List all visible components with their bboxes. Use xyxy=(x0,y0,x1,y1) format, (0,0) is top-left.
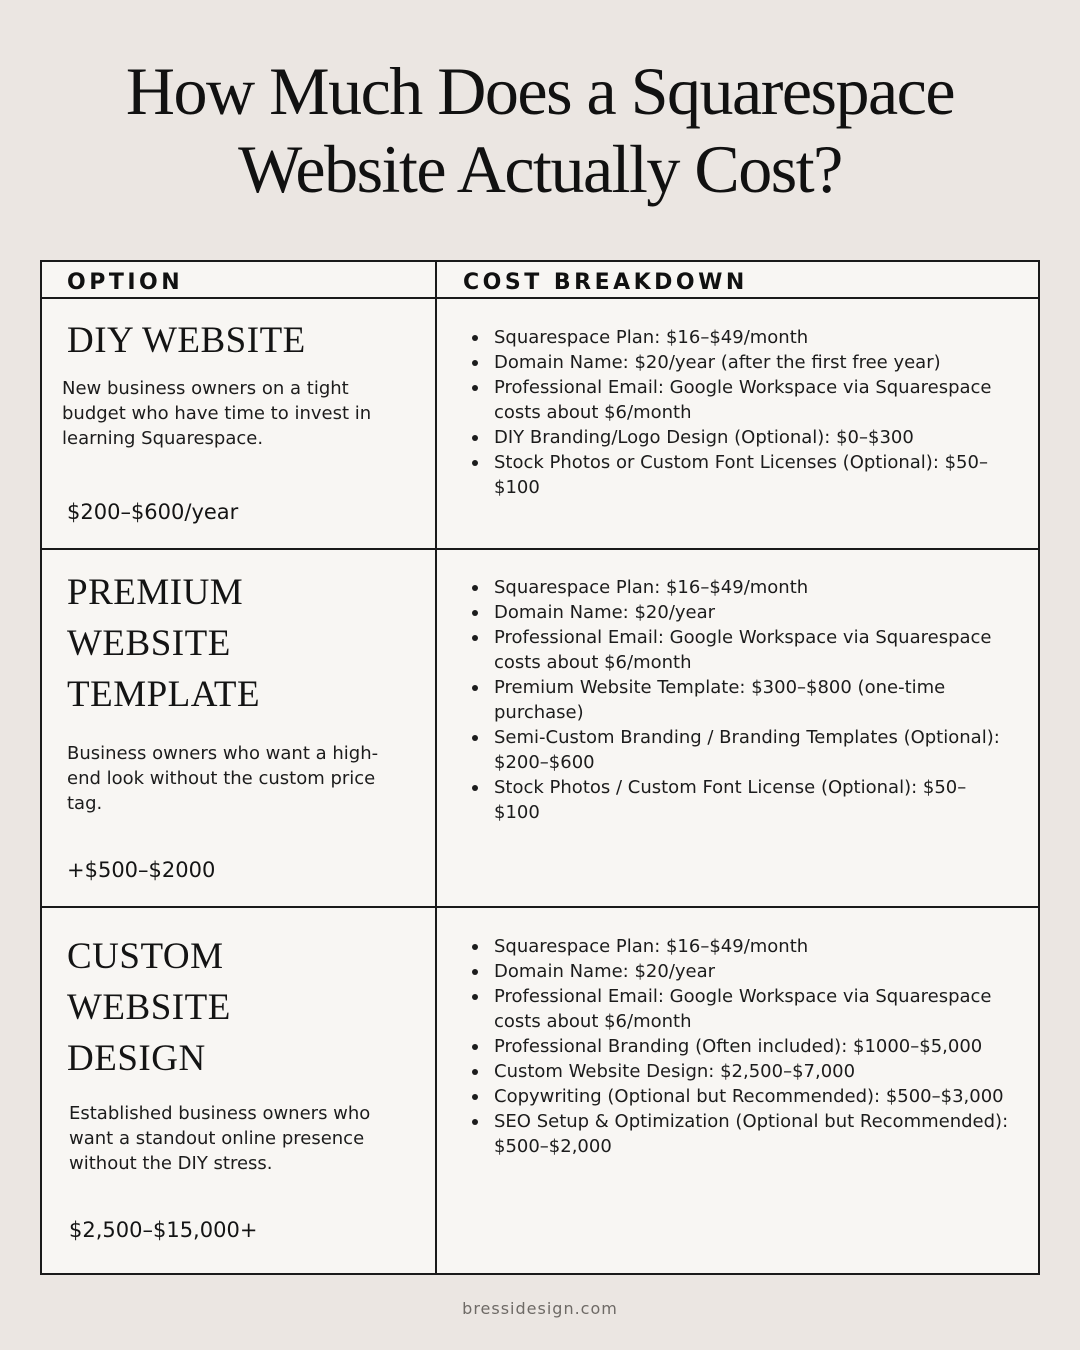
list-item: Professional Email: Google Workspace via Squarespace costs about $6/month xyxy=(472,375,1012,425)
option-title-line: WEBSITE xyxy=(67,623,231,664)
option-title-line: DESIGN xyxy=(67,1038,206,1079)
list-item: Professional Email: Google Workspace via Squarespace costs about $6/month xyxy=(472,625,1012,675)
option-title-line: TEMPLATE xyxy=(67,674,261,715)
cost-table xyxy=(40,260,1040,1275)
table-row-custom-design xyxy=(42,908,1038,1275)
page-title-line-1: How Much Does a Squarespace xyxy=(125,53,955,129)
list-item: Professional Email: Google Workspace via Squarespace costs about $6/month xyxy=(472,984,1012,1034)
option-price-diy: $200–$600/year xyxy=(67,500,239,524)
option-title-line: WEBSITE xyxy=(67,987,231,1028)
header-cost-breakdown: COST BREAKDOWN xyxy=(463,270,748,295)
list-item: Domain Name: $20/year xyxy=(472,959,1012,984)
option-price-custom-design: $2,500–$15,000+ xyxy=(69,1218,258,1242)
option-description-diy: New business owners on a tight budget who have time to invest in learning Squarespace. xyxy=(62,378,372,449)
list-item: Squarespace Plan: $16–$49/month xyxy=(472,934,1012,959)
list-item: Domain Name: $20/year xyxy=(472,600,1012,625)
cost-list-custom-design xyxy=(472,934,1012,1159)
list-item: Premium Website Template: $300–$800 (one-time purchase) xyxy=(472,675,1012,725)
table-row-premium-template xyxy=(42,550,1038,906)
table-row-diy xyxy=(42,299,1038,548)
option-title-line: CUSTOM xyxy=(67,936,224,977)
header-option: OPTION xyxy=(67,270,184,295)
cost-list-diy xyxy=(472,325,1012,500)
option-description-custom-design: Established business owners who want a standout online presence without the DIY stress. xyxy=(69,1103,371,1174)
list-item: Domain Name: $20/year (after the first free year) xyxy=(472,350,1012,375)
list-item: Squarespace Plan: $16–$49/month xyxy=(472,575,1012,600)
list-item: SEO Setup & Optimization (Optional but Recommended): $500–$2,000 xyxy=(472,1109,1012,1159)
option-title-line: PREMIUM xyxy=(67,572,244,613)
option-title-custom-design xyxy=(67,931,387,1084)
option-title-premium-template xyxy=(67,567,387,720)
cost-list-premium-template xyxy=(472,575,1012,825)
list-item: Professional Branding (Often included): $1000–$5,000 xyxy=(472,1034,1012,1059)
list-item: Stock Photos or Custom Font Licenses (Optional): $50–$100 xyxy=(472,450,1012,500)
list-item: Stock Photos / Custom Font License (Optional): $50–$100 xyxy=(472,775,1012,825)
page-title xyxy=(0,52,1080,208)
list-item: Squarespace Plan: $16–$49/month xyxy=(472,325,1012,350)
option-title-diy xyxy=(67,315,387,366)
page-title-line-2: Website Actually Cost? xyxy=(238,131,842,207)
option-title-line: DIY WEBSITE xyxy=(67,320,306,361)
footer-website: bressidesign.com xyxy=(462,1299,618,1318)
list-item: Custom Website Design: $2,500–$7,000 xyxy=(472,1059,1012,1084)
list-item: Semi-Custom Branding / Branding Templates (Optional): $200–$600 xyxy=(472,725,1012,775)
list-item: DIY Branding/Logo Design (Optional): $0–$300 xyxy=(472,425,1012,450)
option-price-premium-template: +$500–$2000 xyxy=(67,858,216,882)
option-description-premium-template: Business owners who want a high-end look without the custom price tag. xyxy=(67,743,379,814)
list-item: Copywriting (Optional but Recommended): $500–$3,000 xyxy=(472,1084,1012,1109)
